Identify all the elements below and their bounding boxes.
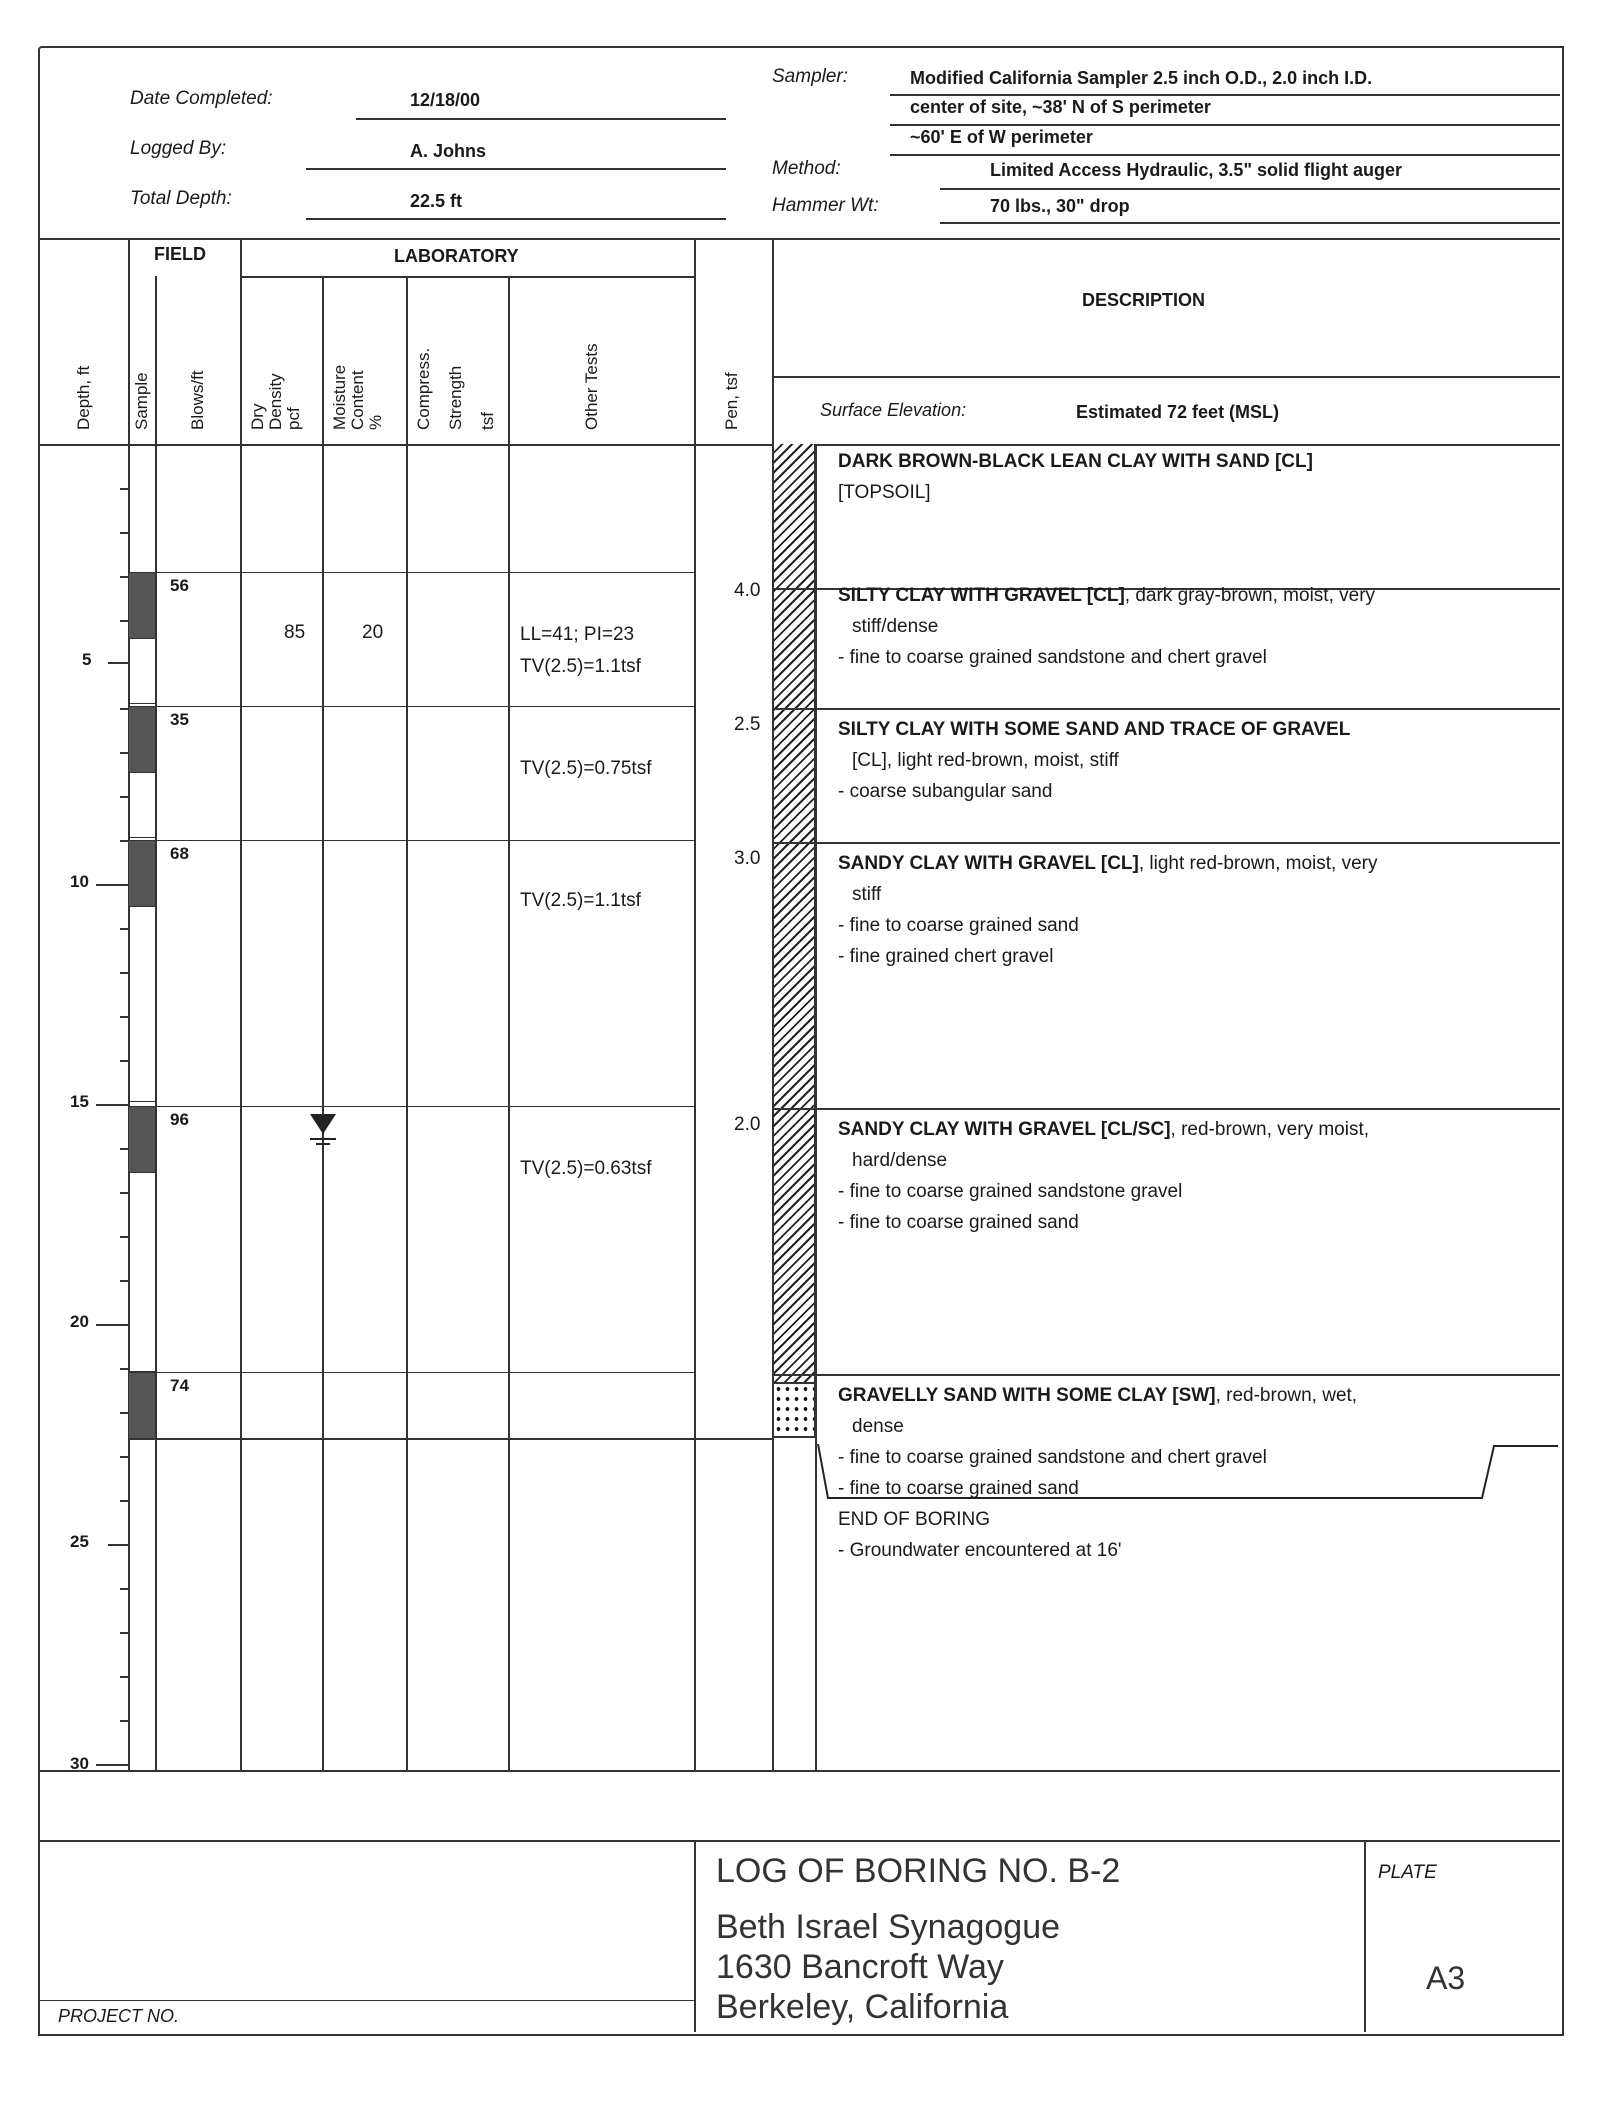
sample-5-recovered [129,1372,155,1438]
depth-label-15: 15 [70,1092,89,1111]
sample-3-test-1: TV(2.5)=1.1tsf [520,890,641,911]
depth-minor-tick [120,972,128,974]
depth-minor-tick [120,1280,128,1282]
location-line-1: center of site, ~38' N of S perimeter [910,97,1211,117]
stratum-1-description: DARK BROWN-BLACK LEAN CLAY WITH SAND [CL] [TOPSOIL] [838,451,1313,503]
clay-hatch-pattern [772,444,816,1382]
depth-minor-tick [120,1676,128,1678]
logged-by-label: Logged By: [130,138,227,159]
project-number-label: PROJECT NO. [58,2006,180,2026]
sample-4-recovered [129,1106,155,1172]
hammer-label: Hammer Wt: [772,195,879,216]
total-depth-label: Total Depth: [130,188,232,209]
project-name: Beth Israel Synagogue [716,1908,1061,1946]
sample-3-unrecovered [129,906,156,1102]
depth-minor-tick [120,1720,128,1722]
plate-number: A3 [1426,1960,1466,1996]
project-address: 1630 Bancroft Way [716,1948,1004,1986]
stratum-4-description: SANDY CLAY WITH GRAVEL [CL], light red-brown, moist, very stiff - fine to coarse grained sand - fine grained chert gravel [838,853,1378,967]
depth-minor-tick [120,532,128,534]
sample-2-test-1: TV(2.5)=0.75tsf [520,758,652,779]
depth-label-5: 5 [82,650,92,669]
laboratory-group-header: LABORATORY [394,246,519,266]
sample-4-blows: 96 [170,1110,189,1129]
sample-1-dry-density: 85 [284,622,306,643]
sample-column-header: Sample [132,372,151,430]
gravel-sand-pattern [772,1382,816,1438]
sample-1-test-2: TV(2.5)=1.1tsf [520,656,641,677]
sample-4-unrecovered [129,1172,156,1372]
dry-density-line-2: Density [266,373,285,430]
depth-label-25: 25 [70,1532,89,1551]
sample-3-recovered [129,840,155,906]
moisture-line-2: Content [348,370,367,430]
compress-line-1: Compress. [414,347,433,430]
dry-density-line-3: pcf [284,407,303,430]
pen-column-header: Pen, tsf [722,372,741,430]
sampler-label: Sampler: [772,66,849,87]
blows-column-header: Blows/ft [188,370,207,430]
depth-minor-tick [120,928,128,930]
hammer-value: 70 lbs., 30" drop [990,196,1130,216]
end-of-boring: END OF BORING - Groundwater encountered at 16' [838,1509,1122,1561]
depth-minor-tick [120,1500,128,1502]
sampler-value: Modified California Sampler 2.5 inch O.D., 2.0 inch I.D. [910,68,1373,88]
depth-label-30: 30 [70,1754,89,1773]
log-title: LOG OF BORING NO. B-2 [716,1852,1121,1890]
date-completed-value: 12/18/00 [410,90,481,110]
depth-minor-tick [120,796,128,798]
sample-1-blows: 56 [170,576,189,595]
sample-5-blows: 74 [170,1376,189,1395]
depth-column-header: Depth, ft [74,365,93,430]
sample-3-blows: 68 [170,844,189,863]
sample-2-blows: 35 [170,710,189,729]
sample-1-moisture: 20 [362,622,384,643]
compress-line-3: tsf [478,412,497,430]
depth-minor-tick [120,1192,128,1194]
other-tests-column-header: Other Tests [582,343,601,430]
method-label: Method: [772,158,841,179]
sample-3-pen: 3.0 [734,848,761,869]
surface-elevation-label: Surface Elevation: [820,400,967,420]
sample-1-unrecovered [129,638,156,704]
depth-minor-tick [120,1456,128,1458]
depth-minor-tick [120,488,128,490]
sample-4-test-1: TV(2.5)=0.63tsf [520,1158,652,1179]
dry-density-line-1: Dry [248,403,267,430]
sample-1-test-1: LL=41; PI=23 [520,624,635,645]
moisture-line-1: Moisture [330,364,349,430]
depth-minor-tick [120,840,128,842]
depth-minor-tick [120,752,128,754]
stratum-6-description: GRAVELLY SAND WITH SOME CLAY [SW], red-brown, wet, dense - fine to coarse grained sandstone and chert gravel - fine to coarse grained sand [838,1385,1358,1499]
groundwater-level-icon [306,1112,340,1148]
depth-minor-tick [120,1368,128,1370]
sample-4-pen: 2.0 [734,1114,761,1135]
depth-minor-tick [120,620,128,622]
stratum-2-description: SILTY CLAY WITH GRAVEL [CL], dark gray-brown, moist, very stiff/dense - fine to coarse grained sandstone and chert gravel [838,585,1376,668]
depth-minor-tick [120,1412,128,1414]
logged-by-value: A. Johns [410,141,487,161]
depth-minor-tick [120,1016,128,1018]
moisture-line-3: % [366,414,385,430]
plate-label: PLATE [1378,1862,1437,1883]
date-completed-label: Date Completed: [130,88,273,109]
depth-minor-tick [120,1632,128,1634]
compress-line-2: Strength [446,365,465,430]
field-group-header: FIELD [154,244,206,264]
depth-label-20: 20 [70,1312,89,1331]
sample-2-unrecovered [129,772,156,838]
depth-label-10: 10 [70,872,89,891]
depth-minor-tick [120,708,128,710]
depth-minor-tick [120,1236,128,1238]
sample-2-recovered [129,706,155,772]
sample-1-pen: 4.0 [734,580,761,601]
method-value: Limited Access Hydraulic, 3.5" solid flight auger [990,160,1402,180]
sample-2-pen: 2.5 [734,714,761,735]
surface-elevation-value: Estimated 72 feet (MSL) [1076,402,1280,422]
depth-minor-tick [120,1148,128,1150]
depth-minor-tick [120,1588,128,1590]
sample-1-recovered [129,572,155,638]
description-header: DESCRIPTION [1082,290,1206,310]
location-line-2: ~60' E of W perimeter [910,127,1093,147]
total-depth-value: 22.5 ft [410,191,463,211]
depth-minor-tick [120,576,128,578]
stratum-3-description: SILTY CLAY WITH SOME SAND AND TRACE OF GRAVEL [CL], light red-brown, moist, stiff - coarse subangular sand [838,719,1351,802]
stratum-5-description: SANDY CLAY WITH GRAVEL [CL/SC], red-brown, very moist, hard/dense - fine to coarse grained sandstone gravel - fine to coarse grained sand [838,1119,1370,1233]
project-city: Berkeley, California [716,1988,1009,2026]
depth-minor-tick [120,1060,128,1062]
